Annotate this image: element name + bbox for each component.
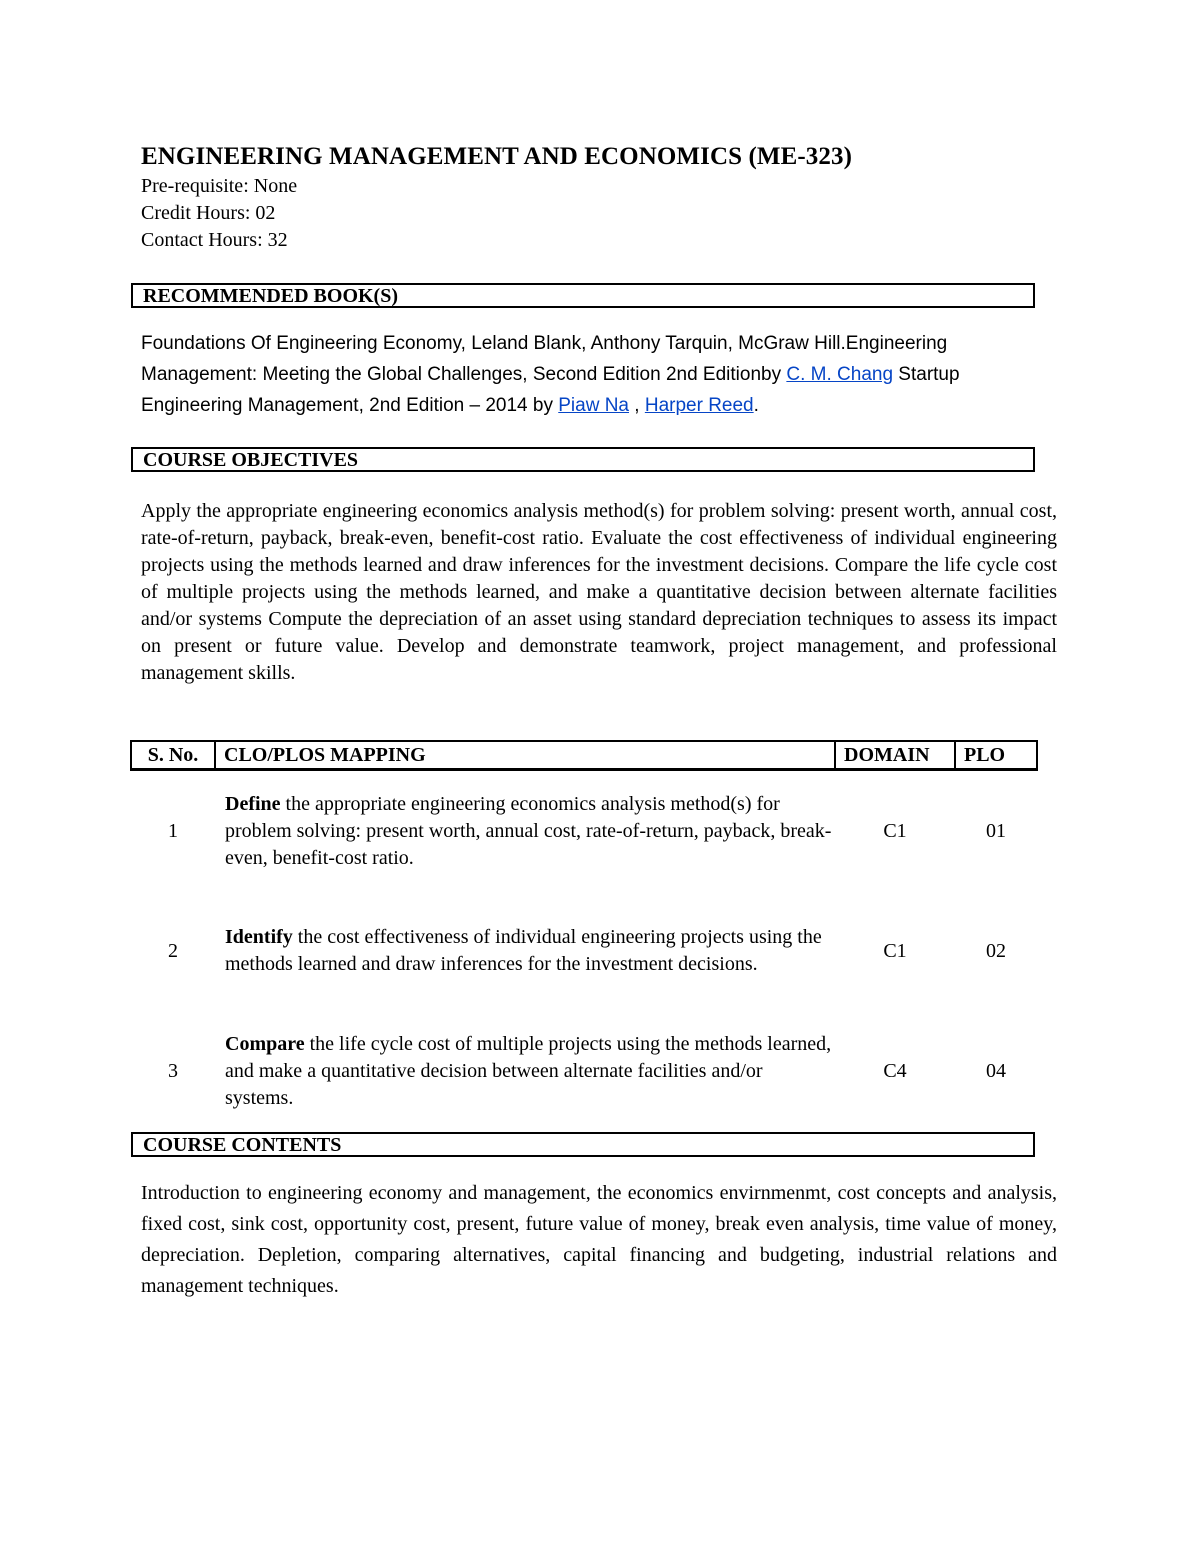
row-domain: C1 (883, 939, 907, 962)
course-objectives-text: Apply the appropriate engineering economics analysis method(s) for problem solving: present worth, annual cost, rate-of-return, payback, break-even, benefit-cost ratio. Evaluate the cost effectiveness of individual engineering projects using the methods learned and draw inferences for the investment decisions. Compare the life cycle cost of multiple projects using the methods learned, and make a quantitative decision between alternate facilities and/or systems Compute the depreciation of an asset using standard depreciation techniques to assess its impact on present or future value. Develop and demonstrate teamwork, project management, and professional management skills. (141, 500, 1057, 684)
row-plo: 01 (986, 819, 1006, 842)
row-text: the cost effectiveness of individual engineering projects using the methods learned and draw inferences for the investment decisions. (225, 926, 822, 975)
books-text-3: , (629, 395, 645, 416)
row-verb: Identify (225, 926, 293, 948)
row-domain: C1 (883, 819, 907, 842)
author-link-na[interactable]: Piaw Na (558, 395, 629, 416)
row-sno: 1 (168, 819, 178, 842)
table-row (131, 891, 1037, 1011)
row-verb: Define (225, 792, 281, 815)
prerequisite: Pre-requisite: None (141, 175, 298, 197)
contact-hours: Contact Hours: 32 (141, 229, 288, 251)
header-mapping: CLO/PLOS MAPPING (215, 741, 835, 770)
recommended-books-text (141, 328, 1041, 421)
books-text-4: . (753, 395, 759, 416)
row-description (215, 770, 835, 892)
course-contents-text: Introduction to engineering economy and management, the economics envirnmenmt, cost concepts and analysis, fixed cost, sink cost, opportunity cost, present, future value of money, break even analysis, time value of money, depreciation. Depletion, comparing alternatives, capital financing and budgeting, industrial relations and management techniques. (141, 1182, 1057, 1297)
recommended-books-heading: RECOMMENDED BOOK(S) (131, 283, 1035, 308)
row-text: the life cycle cost of multiple projects using the methods learned, and make a quantitative decision between alternate facilities and/or systems. (225, 1032, 832, 1109)
row-text: the appropriate engineering economics analysis method(s) for problem solving: present worth, annual cost, rate-of-return, payback, break-even, benefit-cost ratio. (225, 792, 832, 869)
header-plo: PLO (955, 741, 1037, 770)
author-link-reed[interactable]: Harper Reed (644, 395, 754, 416)
table-row (131, 1011, 1037, 1131)
row-verb: Compare (225, 1032, 305, 1055)
row-description (215, 1011, 835, 1131)
header-sno: S. No. (131, 741, 215, 770)
books-text-2: Startup Engineering Management, 2nd Edition – 2014 by (141, 364, 960, 416)
author-link-chang[interactable]: C. M. Chang (786, 364, 894, 385)
row-domain: C4 (883, 1059, 907, 1082)
course-title: ENGINEERING MANAGEMENT AND ECONOMICS (ME-323) (141, 143, 853, 170)
row-sno: 2 (168, 939, 178, 962)
books-text-1: Foundations Of Engineering Economy, Leland Blank, Anthony Tarquin, McGraw Hill.Engineering Management: Meeting the Global Challenges, Second Edition 2nd Editionby (141, 333, 948, 385)
credit-hours: Credit Hours: 02 (141, 202, 276, 224)
row-description (215, 891, 835, 1011)
course-contents-heading: COURSE CONTENTS (131, 1132, 1035, 1157)
table-header-row (131, 741, 1037, 770)
row-plo: 02 (986, 939, 1006, 962)
clo-plo-mapping-table (130, 740, 1038, 1131)
table-row (131, 770, 1037, 892)
header-domain: DOMAIN (835, 741, 955, 770)
row-plo: 04 (986, 1059, 1006, 1082)
course-objectives-heading: COURSE OBJECTIVES (131, 447, 1035, 472)
row-sno: 3 (168, 1059, 178, 1082)
